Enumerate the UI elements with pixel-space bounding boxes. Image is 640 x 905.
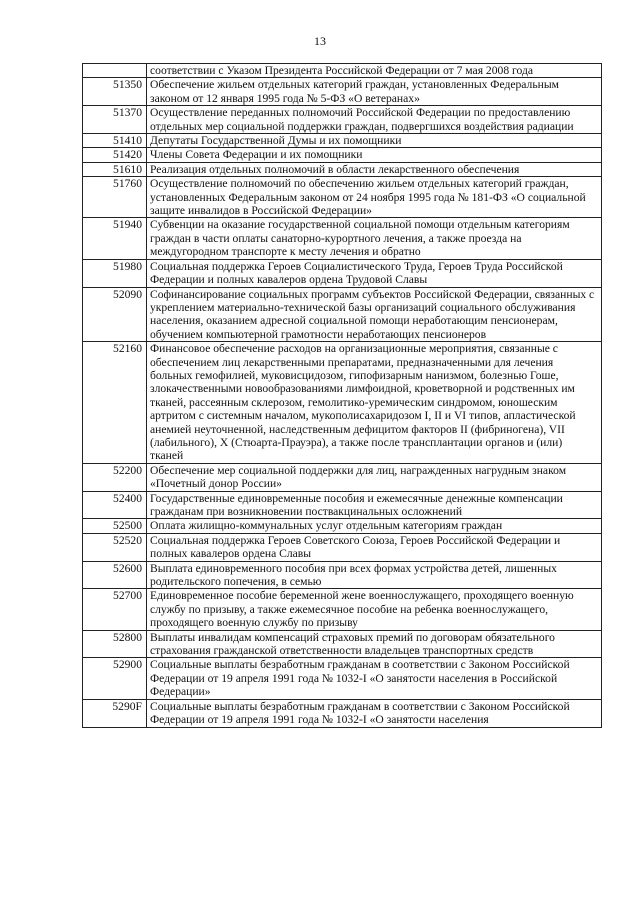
row-code: 51760 bbox=[83, 177, 147, 218]
row-description: Выплаты инвалидам компенсаций страховых премий по договорам обязательного страхования гражданской ответственности владельцев транспортных средств bbox=[147, 630, 602, 658]
row-code: 51370 bbox=[83, 106, 147, 134]
table-row bbox=[83, 342, 602, 464]
page-number: 13 bbox=[314, 34, 326, 48]
row-description: Социальная поддержка Героев Советского Союза, Героев Российской Федерации и полных кавалеров ордена Славы bbox=[147, 533, 602, 561]
row-code: 51410 bbox=[83, 134, 147, 148]
row-description: Социальные выплаты безработным гражданам в соответствии с Законом Российской Федерации от 19 апреля 1991 года № 1032-I «О занятости населения в Российской Федерации» bbox=[147, 658, 602, 699]
row-description: Социальная поддержка Героев Социалистического Труда, Героев Труда Российской Федерации и полных кавалеров ордена Трудовой Славы bbox=[147, 259, 602, 287]
row-description: Оплата жилищно-коммунальных услуг отдельным категориям граждан bbox=[147, 519, 602, 533]
table-row bbox=[83, 519, 602, 533]
row-description: Выплата единовременного пособия при всех формах устройства детей, лишенных родительского попечения, в семью bbox=[147, 561, 602, 589]
row-code: 51940 bbox=[83, 218, 147, 259]
table-row bbox=[83, 658, 602, 699]
row-code: 52200 bbox=[83, 463, 147, 491]
table-row bbox=[83, 561, 602, 589]
row-code bbox=[83, 64, 147, 78]
row-description: Финансовое обеспечение расходов на организационные мероприятия, связанные с обеспечением лиц лекарственными препаратами, предназначенными для лечения больных гемофилией, муковисцидозом, гипофизарным нанизмом, болезнью Гоше, злокачественными новообразованиями лимфоидной, кроветворной и родственных им тканей, рассеянным склерозом, гемолитико-уремическим синдромом, юношеским артритом с системным началом, мукополисахаридозом I, II и VI типов, апластической анемией неуточненной, наследственным дефицитом факторов II (фибриногена), VII (лабильного), X (Стюарта-Прауэра), а также после трансплантации органов и (или) тканей bbox=[147, 342, 602, 464]
row-code: 52700 bbox=[83, 589, 147, 630]
row-code: 52500 bbox=[83, 519, 147, 533]
row-code: 51610 bbox=[83, 162, 147, 176]
row-description: Депутаты Государственной Думы и их помощники bbox=[147, 134, 602, 148]
table-row bbox=[83, 148, 602, 162]
table-row bbox=[83, 630, 602, 658]
row-code: 52520 bbox=[83, 533, 147, 561]
row-description: Софинансирование социальных программ субъектов Российской Федерации, связанных с укреплением материально-технической базы организаций социального обслуживания населения, оказанием адресной социальной помощи неработающим пенсионерам, обучением компьютерной грамотности неработающих пенсионеров bbox=[147, 287, 602, 342]
row-code: 52400 bbox=[83, 491, 147, 519]
row-description: Государственные единовременные пособия и ежемесячные денежные компенсации гражданам при возникновении поствакцинальных осложнений bbox=[147, 491, 602, 519]
row-description: Осуществление полномочий по обеспечению жильем отдельных категорий граждан, установленных Федеральным законом от 24 ноября 1995 года № 181-ФЗ «О социальной защите инвалидов в Российской Федерации» bbox=[147, 177, 602, 218]
row-code: 52600 bbox=[83, 561, 147, 589]
row-code: 52800 bbox=[83, 630, 147, 658]
row-code: 52900 bbox=[83, 658, 147, 699]
table-row bbox=[83, 287, 602, 342]
row-description: Члены Совета Федерации и их помощники bbox=[147, 148, 602, 162]
row-code: 52160 bbox=[83, 342, 147, 464]
table-row bbox=[83, 491, 602, 519]
table-row bbox=[83, 259, 602, 287]
row-description: Обеспечение жильем отдельных категорий граждан, установленных Федеральным законом от 12 января 1995 года № 5-ФЗ «О ветеранах» bbox=[147, 78, 602, 106]
row-description: Реализация отдельных полномочий в области лекарственного обеспечения bbox=[147, 162, 602, 176]
table-row bbox=[83, 589, 602, 630]
row-code: 51980 bbox=[83, 259, 147, 287]
table-row bbox=[83, 533, 602, 561]
row-description: соответствии с Указом Президента Российской Федерации от 7 мая 2008 года bbox=[147, 64, 602, 78]
row-description: Обеспечение мер социальной поддержки для лиц, награжденных нагрудным знаком «Почетный донор России» bbox=[147, 463, 602, 491]
table-row bbox=[83, 106, 602, 134]
table-row bbox=[83, 463, 602, 491]
row-description: Социальные выплаты безработным гражданам в соответствии с Законом Российской Федерации от 19 апреля 1991 года № 1032-I «О занятости населения bbox=[147, 699, 602, 727]
table-row bbox=[83, 134, 602, 148]
table-row bbox=[83, 64, 602, 78]
row-code: 52090 bbox=[83, 287, 147, 342]
row-description: Единовременное пособие беременной жене военнослужащего, проходящего военную службу по призыву, а также ежемесячное пособие на ребенка военнослужащего, проходящего военную службу по призыву bbox=[147, 589, 602, 630]
expense-codes-table bbox=[82, 63, 602, 728]
table-row bbox=[83, 177, 602, 218]
table-row bbox=[83, 162, 602, 176]
row-description: Осуществление переданных полномочий Российской Федерации по предоставлению отдельных мер социальной поддержки граждан, подвергшихся воздействия радиации bbox=[147, 106, 602, 134]
table-row bbox=[83, 699, 602, 727]
row-code: 5290F bbox=[83, 699, 147, 727]
row-code: 51420 bbox=[83, 148, 147, 162]
table-row bbox=[83, 218, 602, 259]
row-description: Субвенции на оказание государственной социальной помощи отдельным категориям граждан в части оплаты санаторно-курортного лечения, а также проезда на междугородном транспорте к месту лечения и обратно bbox=[147, 218, 602, 259]
row-code: 51350 bbox=[83, 78, 147, 106]
table-row bbox=[83, 78, 602, 106]
